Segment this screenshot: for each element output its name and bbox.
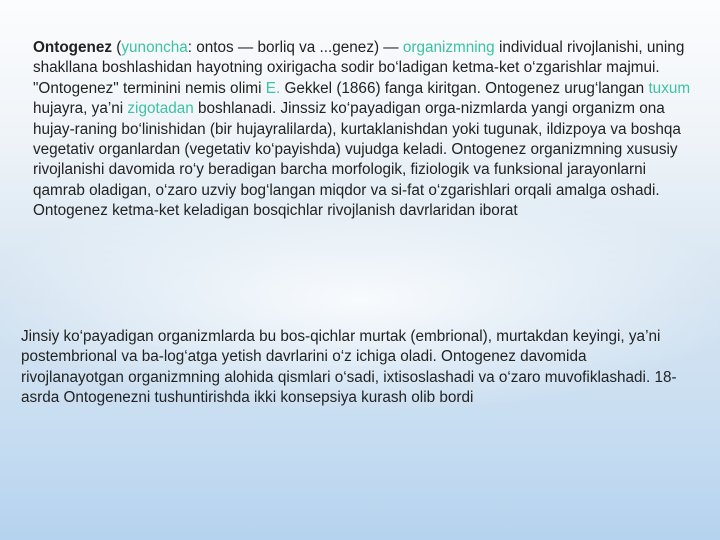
term-ontogenez: Ontogenez [33, 39, 113, 56]
sexual-reproduction-paragraph [21, 327, 691, 409]
ontogenez-definition-paragraph [33, 38, 693, 222]
paragraph-text: Jinsiy ko‘payadigan organizmlarda bu bos-qichlar murtak (embrional), murtakdan keyingi, ya’ni postembrional va ba-log‘atga yetish davrlarini o‘z ichiga oladi. Ontogenez davomida rivojlanayotgan organizmning alohida qismlari o‘sadi, ixtisoslashadi va o‘zaro muvofiklashadi. 18-asrda Ontogenezni tushuntirishda ikki konsepsiya kurash olib bordi [21, 328, 677, 407]
link-tuxum[interactable]: tuxum [648, 79, 691, 97]
paragraph-text: : ontos — borliq va ...genez) — [187, 39, 403, 56]
paragraph-text: ( [112, 39, 122, 56]
paragraph-text: Gekkel (1866) fanga kiritgan. Ontogenez urug‘langan [280, 79, 649, 97]
paragraph-text: boshlanadi. Jinssiz ko‘payadigan orga-nizmlarda yangi organizm ona hujay-raning bo‘linishidan (bir hujayralilarda), kurtaklanishdan yoki tugunak, ildizpoya va boshqa vegetativ organlardan (vegetativ ko‘payishda) vujudga keladi. Ontogenez organizmning xususiy rivojlanishi davomida ro‘y beradigan barcha morfologik, fiziologik va funksional jarayonlarni qamrab oladigan, o‘zaro uzviy bog‘langan miqdor va si-fat o‘zgarishlari orqali amalga oshadi. Ontogenez ketma-ket keladigan bosqichlar rivojlanish davrlaridan iborat [33, 100, 681, 220]
paragraph-text: individual rivojlanishi, uning shakllana boshlashidan hayotning oxirigacha sodir bo‘ladigan ketma-ket o‘zgarishlar majmui. "Ontogenez" terminini nemis olimi [33, 39, 685, 97]
link-organizmning[interactable]: organizmning [402, 39, 495, 56]
link-yunoncha[interactable]: yunoncha [121, 39, 188, 56]
link-e[interactable]: E. [265, 79, 281, 97]
paragraph-text: hujayra, ya’ni [33, 100, 128, 118]
link-zigotadan[interactable]: zigotadan [127, 100, 194, 118]
